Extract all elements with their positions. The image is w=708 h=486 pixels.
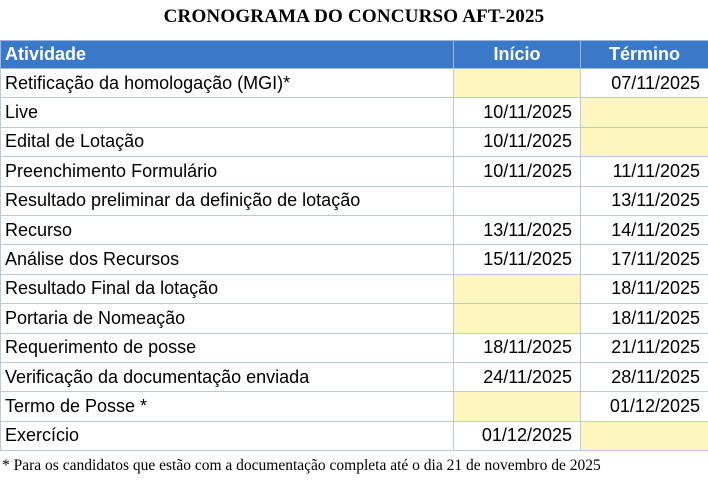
table-row [1, 333, 708, 362]
start-date-cell: 18/11/2025 [454, 333, 581, 362]
table-row [1, 69, 708, 98]
end-date-cell [581, 98, 708, 127]
start-date-cell [454, 274, 581, 303]
table-row [1, 245, 708, 274]
column-header-end: Término [581, 41, 708, 69]
start-date-cell [454, 304, 581, 333]
start-date-cell: 10/11/2025 [454, 98, 581, 127]
activity-cell: Recurso [1, 215, 454, 244]
activity-cell: Verificação da documentação enviada [1, 362, 454, 391]
table-row [1, 421, 708, 450]
end-date-cell: 18/11/2025 [581, 304, 708, 333]
end-date-cell: 13/11/2025 [581, 186, 708, 215]
start-date-cell [454, 392, 581, 421]
start-date-cell [454, 69, 581, 98]
activity-cell: Resultado Final da lotação [1, 274, 454, 303]
footnote: * Para os candidatos que estão com a documentação completa até o dia 21 de novembro de 2025 [2, 457, 601, 474]
activity-cell: Análise dos Recursos [1, 245, 454, 274]
start-date-cell: 10/11/2025 [454, 127, 581, 156]
column-header-activity: Atividade [1, 41, 454, 69]
activity-cell: Live [1, 98, 454, 127]
end-date-cell: 11/11/2025 [581, 157, 708, 186]
table-row [1, 215, 708, 244]
table-row [1, 362, 708, 391]
table-row [1, 392, 708, 421]
end-date-cell [581, 421, 708, 450]
start-date-cell [454, 186, 581, 215]
start-date-cell: 15/11/2025 [454, 245, 581, 274]
schedule-table [0, 40, 708, 451]
start-date-cell: 10/11/2025 [454, 157, 581, 186]
end-date-cell: 01/12/2025 [581, 392, 708, 421]
table-header-row [1, 41, 708, 69]
end-date-cell: 18/11/2025 [581, 274, 708, 303]
end-date-cell: 07/11/2025 [581, 69, 708, 98]
table-row [1, 304, 708, 333]
table-row [1, 186, 708, 215]
end-date-cell: 21/11/2025 [581, 333, 708, 362]
column-header-start: Início [454, 41, 581, 69]
activity-cell: Requerimento de posse [1, 333, 454, 362]
start-date-cell: 01/12/2025 [454, 421, 581, 450]
start-date-cell: 13/11/2025 [454, 215, 581, 244]
end-date-cell: 14/11/2025 [581, 215, 708, 244]
activity-cell: Resultado preliminar da definição de lotação [1, 186, 454, 215]
schedule-body [1, 69, 708, 451]
end-date-cell: 17/11/2025 [581, 245, 708, 274]
activity-cell: Exercício [1, 421, 454, 450]
activity-cell: Edital de Lotação [1, 127, 454, 156]
end-date-cell: 28/11/2025 [581, 362, 708, 391]
activity-cell: Termo de Posse * [1, 392, 454, 421]
table-row [1, 157, 708, 186]
page-title: CRONOGRAMA DO CONCURSO AFT-2025 [163, 6, 545, 27]
table-row [1, 274, 708, 303]
activity-cell: Preenchimento Formulário [1, 157, 454, 186]
activity-cell: Portaria de Nomeação [1, 304, 454, 333]
start-date-cell: 24/11/2025 [454, 362, 581, 391]
table-row [1, 127, 708, 156]
end-date-cell [581, 127, 708, 156]
table-row [1, 98, 708, 127]
activity-cell: Retificação da homologação (MGI)* [1, 69, 454, 98]
